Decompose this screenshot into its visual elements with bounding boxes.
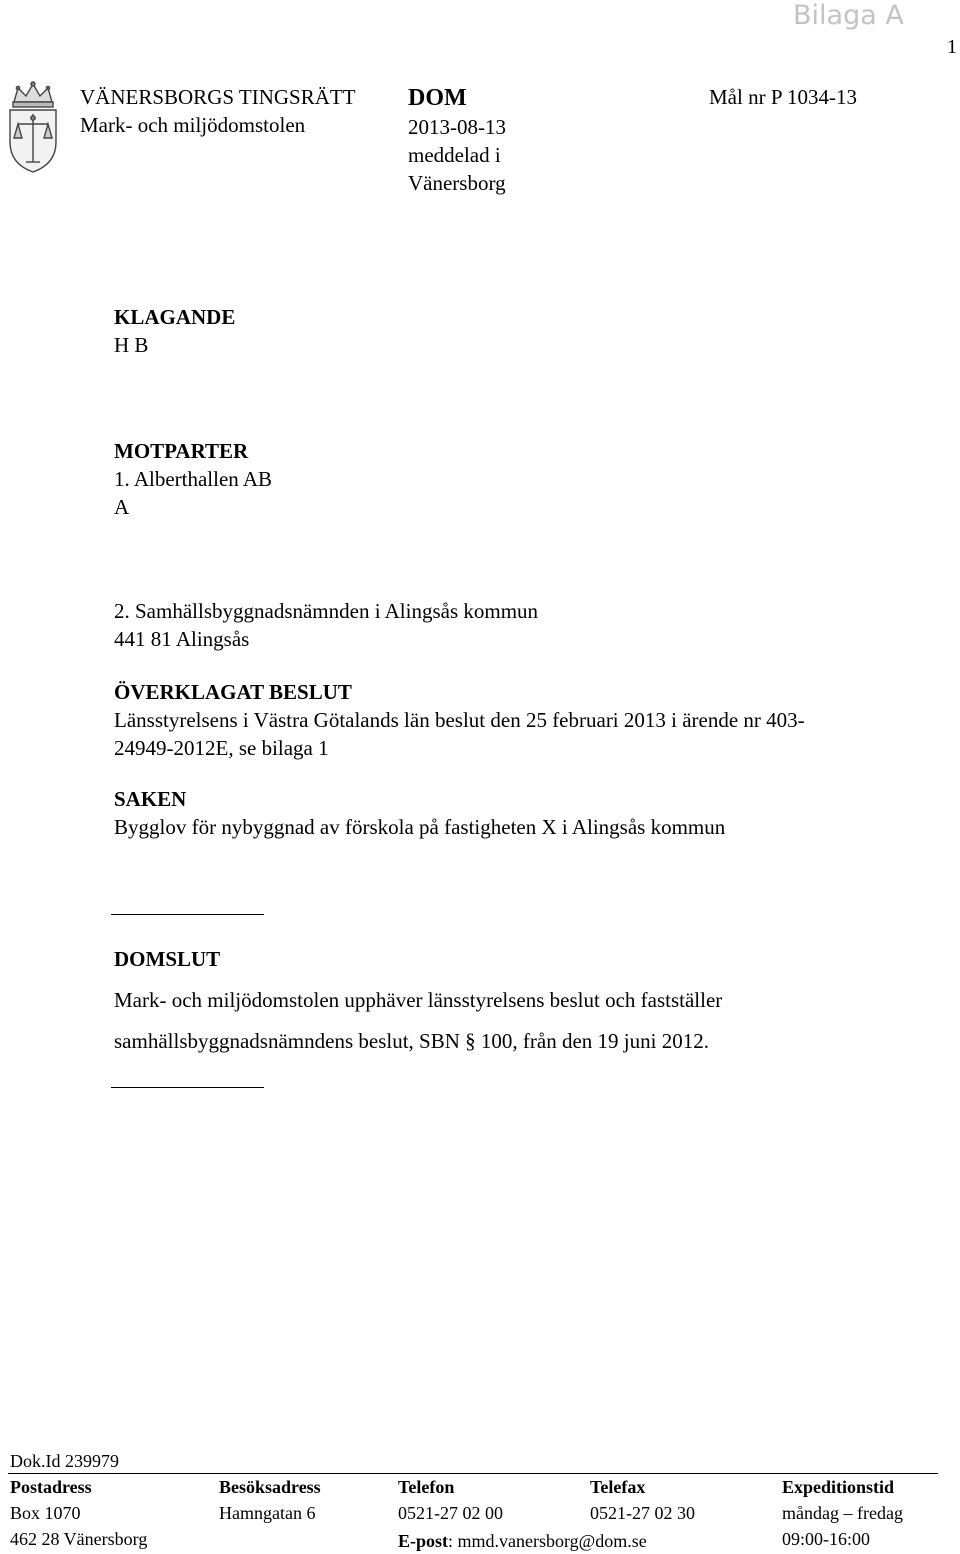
email-value: : mmd.vanersborg@dom.se <box>448 1531 647 1551</box>
matter-text: Bygglov för nybyggnad av förskola på fastigheten X i Alingsås kommun <box>114 815 726 839</box>
footer-value: 0521-27 02 00 <box>398 1503 503 1523</box>
document-id: Dok.Id 239979 <box>10 1451 119 1471</box>
footer-fax-column <box>590 1474 695 1526</box>
matter-section <box>114 785 725 841</box>
party-line: 441 81 Alingsås <box>114 627 250 651</box>
footer-heading: Besöksadress <box>219 1477 321 1497</box>
swedish-crown-emblem-icon <box>4 80 62 176</box>
ruling-section <box>114 945 220 973</box>
footer-heading: Expeditionstid <box>782 1477 895 1497</box>
party-line: 2. Samhällsbyggnadsnämnden i Alingsås kommun <box>114 599 539 623</box>
divider-line <box>111 1087 264 1088</box>
counterparty-2 <box>114 597 538 653</box>
court-name: VÄNERSBORGS TINGSRÄTT <box>80 85 356 109</box>
footer-heading: Telefax <box>590 1477 646 1497</box>
divider-line <box>111 914 264 915</box>
footer-visit-column <box>219 1474 321 1526</box>
footer-hours-column <box>782 1474 903 1552</box>
footer-postal-column <box>10 1474 147 1552</box>
counterparties-section <box>114 437 272 521</box>
footer-value: måndag <box>782 1503 839 1523</box>
footer-days: måndag – fredag <box>782 1503 903 1523</box>
section-heading: ÖVERKLAGAT BESLUT <box>114 680 352 704</box>
judgment-date: 2013-08-13 <box>408 115 506 139</box>
section-heading: KLAGANDE <box>114 305 236 329</box>
footer-heading: Telefon <box>398 1477 455 1497</box>
section-heading: SAKEN <box>114 787 187 811</box>
court-header <box>80 83 356 139</box>
issued-place: Vänersborg <box>408 171 506 195</box>
section-heading: MOTPARTER <box>114 439 249 463</box>
court-division: Mark- och miljödomstolen <box>80 113 306 137</box>
issued-label: meddelad i <box>408 143 501 167</box>
footer-value: 0521-27 02 30 <box>590 1503 695 1523</box>
footer-value: Box 1070 <box>10 1503 81 1523</box>
case-number: Mål nr P 1034-13 <box>709 85 857 109</box>
document-type: DOM <box>408 85 467 111</box>
judgment-header <box>408 83 506 197</box>
party-line: 1. Alberthallen AB <box>114 467 273 491</box>
page-number: 1 <box>947 36 957 58</box>
ruling-text: Mark- och miljödomstolen upphäver länsstyrelsens beslut och fastställer <box>114 988 723 1012</box>
footer-value: fredag <box>856 1503 903 1523</box>
appellant-name: H B <box>114 333 149 357</box>
footer-email <box>398 1528 647 1554</box>
appellant-section <box>114 303 235 359</box>
decision-text: Länsstyrelsens i Västra Götalands län beslut den 25 februari 2013 i ärende nr 403- <box>114 708 805 732</box>
footer-value: 09:00-16:00 <box>782 1529 870 1549</box>
appealed-decision-section <box>114 678 805 762</box>
decision-text: 24949-2012E, se bilaga 1 <box>114 736 329 760</box>
footer-heading: Postadress <box>10 1477 92 1497</box>
section-heading: DOMSLUT <box>114 947 221 971</box>
attachment-stamp: Bilaga A <box>793 0 904 31</box>
footer-value: 462 28 Vänersborg <box>10 1529 148 1549</box>
footer-value: Hamngatan 6 <box>219 1503 316 1523</box>
email-label: E-post <box>398 1531 449 1551</box>
party-line: A <box>114 495 130 519</box>
ruling-text: samhällsbyggnadsnämndens beslut, SBN § 100, från den 19 juni 2012. <box>114 1029 709 1053</box>
